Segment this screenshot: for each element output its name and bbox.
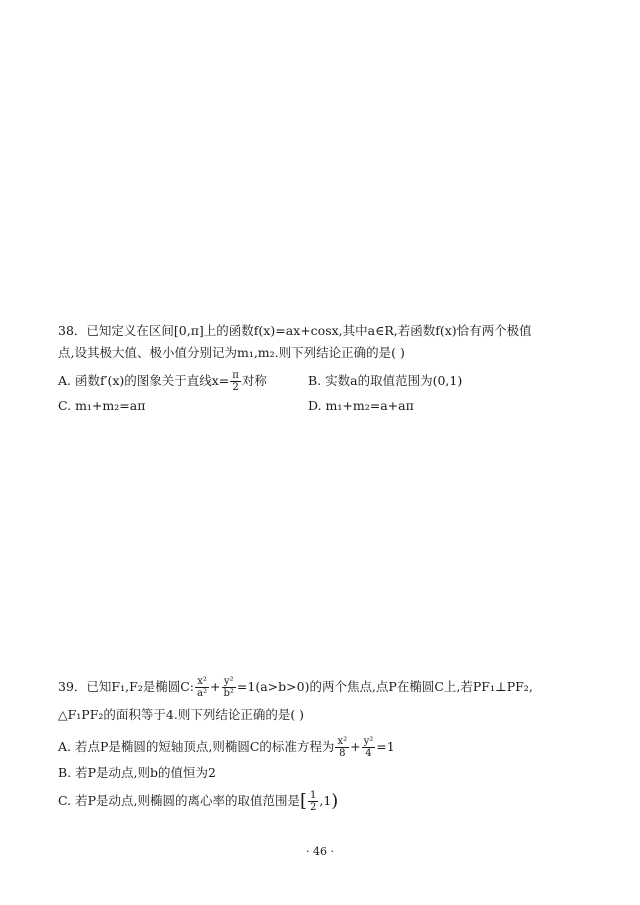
fraction-denominator: 4 — [365, 748, 372, 759]
fraction-numerator: x² — [195, 676, 209, 688]
q39-option-a — [58, 736, 395, 759]
q39-option-b: B. 若P是动点,则b的值恒为2 — [58, 765, 216, 780]
q39-option-a-text: A. 若点P是椭圆的短轴顶点,则椭圆C的标准方程为 — [58, 739, 335, 754]
fraction-numerator: x² — [337, 736, 348, 747]
plus-sign: + — [210, 679, 221, 694]
q38-option-a-fraction — [230, 370, 241, 393]
plus-sign: + — [350, 739, 361, 754]
q39-fraction-x — [195, 676, 209, 699]
fraction-denominator: 8 — [339, 748, 346, 759]
fraction-numerator: y² — [222, 676, 236, 688]
left-bracket: [ — [299, 790, 307, 812]
q39-fraction-y — [222, 676, 236, 699]
q38-stem-line1: 38．已知定义在区间[0,π]上的函数f(x)=ax+cosx,其中a∈R,若函数f(x)恰有两个极值 — [58, 323, 532, 338]
q38-option-a — [58, 370, 267, 393]
fraction-denominator: a² — [197, 688, 208, 699]
interval-tail: ,1 — [319, 793, 332, 808]
right-paren: ) — [331, 790, 339, 812]
q38-option-b: B. 实数a的取值范围为(0,1) — [308, 373, 463, 388]
q38-option-a-text: A. 函数f′(x)的图象关于直线x= — [58, 373, 230, 388]
fraction-denominator: 2 — [232, 382, 239, 393]
fraction-numerator: π — [232, 370, 239, 381]
q39-stem-suffix: =1(a>b>0)的两个焦点,点P在椭圆C上,若PF₁⊥PF₂, — [236, 679, 533, 694]
q39-option-c-fraction — [308, 790, 318, 813]
q38-option-c: C. m₁+m₂=aπ — [58, 398, 146, 413]
q39-stem-text: 39．已知F₁,F₂是椭圆C: — [58, 679, 195, 694]
q39-stem-line1 — [58, 676, 533, 699]
q39-option-c — [58, 790, 338, 813]
fraction-denominator: 2 — [309, 802, 317, 813]
q38-option-a-suffix: 对称 — [241, 373, 267, 388]
q38-option-d: D. m₁+m₂=a+aπ — [308, 398, 414, 413]
q39-option-a-suffix: =1 — [376, 739, 395, 754]
page-number: · 46 · — [306, 845, 334, 858]
q38-stem-line2: 点,设其极大值、极小值分别记为m₁,m₂.则下列结论正确的是( ) — [58, 345, 405, 360]
fraction-numerator: y² — [363, 736, 374, 747]
q39-stem-line2: △F₁PF₂的面积等于4.则下列结论正确的是( ) — [58, 707, 305, 722]
q39-option-c-text: C. 若P是动点,则椭圆的离心率的取值范围是 — [58, 793, 300, 808]
q39-option-a-fraction-y — [362, 736, 376, 759]
fraction-denominator: b² — [223, 688, 234, 699]
fraction-numerator: 1 — [309, 790, 317, 801]
q39-option-a-fraction-x — [335, 736, 349, 759]
